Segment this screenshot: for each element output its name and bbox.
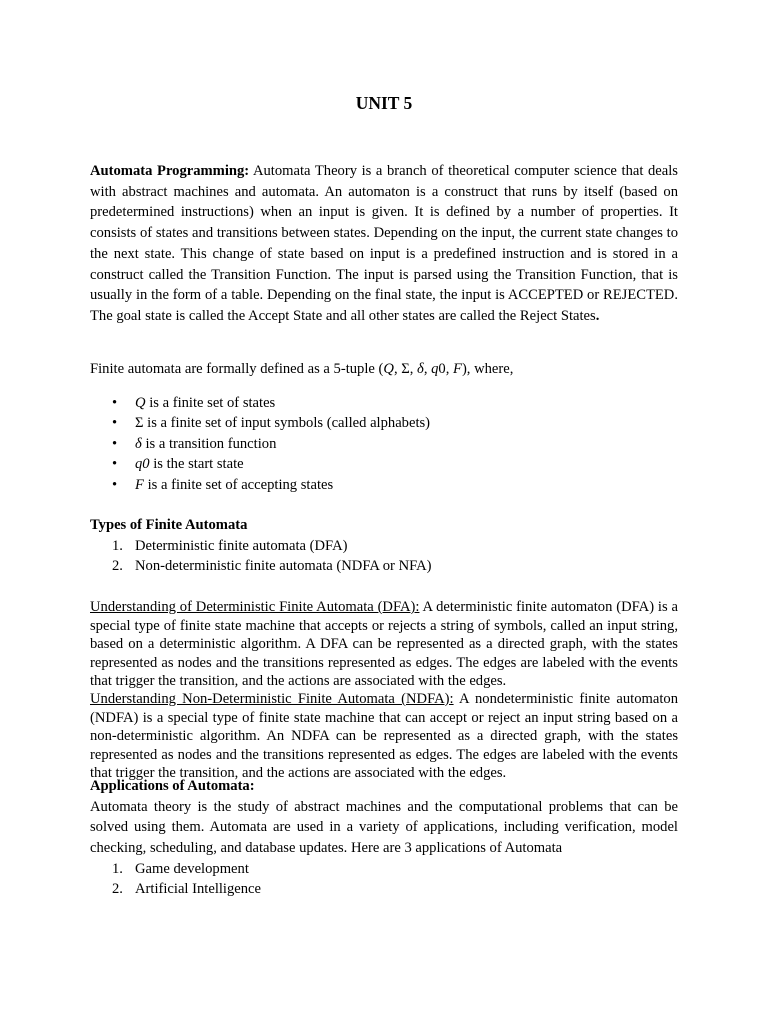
dfa-paragraph [90,598,678,691]
list-item [90,454,430,474]
page-title: UNIT 5 [355,93,413,113]
intro-heading: Automata Programming: [90,163,250,179]
definition-text: is the start state [149,456,244,473]
list-item [90,879,678,900]
ndfa-text: A nondeterministic finite automaton (NDFA) is a special type of finite state machine that can accept or reject an input string based on a non-deterministic algorithm. An NDFA can be represented as a directed graph, with the states represented as nodes and the transitions represented as edges. The edges are labeled with the events that trigger the transition, and the actions are associated with the edges. [90,691,678,782]
definition-text: is a finite set of input symbols (called alphabets) [143,415,431,432]
tuple-sep2: , [423,361,432,377]
tuple-suffix: ), where, [461,361,514,377]
tuple-f: F [453,361,462,377]
list-item [90,475,430,495]
definition-text: is a transition function [141,435,277,452]
list-item [90,556,678,577]
applications-text: Automata theory is the study of abstract machines and the computational problems that can be solved using them. Automata are used in a variety of applications, including verification, model checking, scheduling, and database updates. Here are 3 applications of Automata [90,798,678,857]
tuple-q0: q [431,361,439,377]
list-number: 1. [112,537,123,554]
definition-symbol: q0 [135,456,150,473]
list-text: Artificial Intelligence [135,881,262,898]
list-item [90,859,678,880]
definition-symbol: δ [135,435,142,452]
list-number: 2. [112,558,123,574]
types-section [90,515,678,577]
definition-text: is a finite set of accepting states [143,476,334,493]
definition-symbol: Σ [135,415,144,432]
tuple-sep3: , [445,361,454,377]
dfa-heading: Understanding of Deterministic Finite Automata (DFA): [90,599,420,615]
tuple-delta: δ [417,361,424,377]
applications-list [90,859,678,900]
list-item [90,413,430,433]
dfa-text: A deterministic finite automaton (DFA) is a special type of finite state machine that accepts or rejects a string of symbols, called an input string, based on a deterministic algorithm. A DFA can be represented as a directed graph, with the states represented as nodes and the transitions represented as edges. The edges are labeled with the events that trigger the transition, and the actions are associated with the edges. [90,599,678,690]
definition-text: is a finite set of states [145,395,276,411]
list-number: 2. [112,881,123,898]
list-item [90,393,430,413]
list-text: Deterministic finite automata (DFA) [135,537,348,554]
list-number: 1. [112,860,123,877]
intro-end: . [595,307,600,324]
types-list [90,536,678,577]
ndfa-paragraph [90,690,678,783]
definition-symbol: Q [135,395,146,411]
definition-list [90,393,430,495]
list-text: Non-deterministic finite automata (NDFA or NFA) [135,558,432,574]
tuple-q0-sub: 0 [438,361,446,377]
ndfa-heading: Understanding Non-Deterministic Finite Automata (NDFA): [90,691,454,707]
tuple-definition [90,359,678,380]
list-text: Game development [135,860,249,877]
intro-text: Automata Theory is a branch of theoretical computer science that deals with abstract machines and automata. An automaton is a construct that runs by itself (based on predetermined instructions) when an input is given. It is defined by a number of properties. It consists of states and transitions between states. Depending on the input, the current state changes to the next state. This change of state based on input is a predefined instruction and is stored in a construct called the Transition Function. The input is parsed using the Transition Function, that is usually in the form of a table. Depending on the final state, the input is ACCEPTED or REJECTED. The goal state is called the Accept State and all other states are called the Reject States [90,163,678,324]
tuple-q: Q [383,361,394,377]
tuple-sep1: , Σ, [393,361,418,377]
list-item [90,434,430,454]
intro-paragraph [90,161,678,327]
applications-heading: Applications of Automata: [90,778,255,794]
types-heading: Types of Finite Automata [90,517,248,533]
applications-section [90,776,678,900]
tuple-prefix: Finite automata are formally defined as a 5-tuple ( [90,361,384,377]
definition-symbol: F [135,476,144,493]
list-item [90,536,678,557]
